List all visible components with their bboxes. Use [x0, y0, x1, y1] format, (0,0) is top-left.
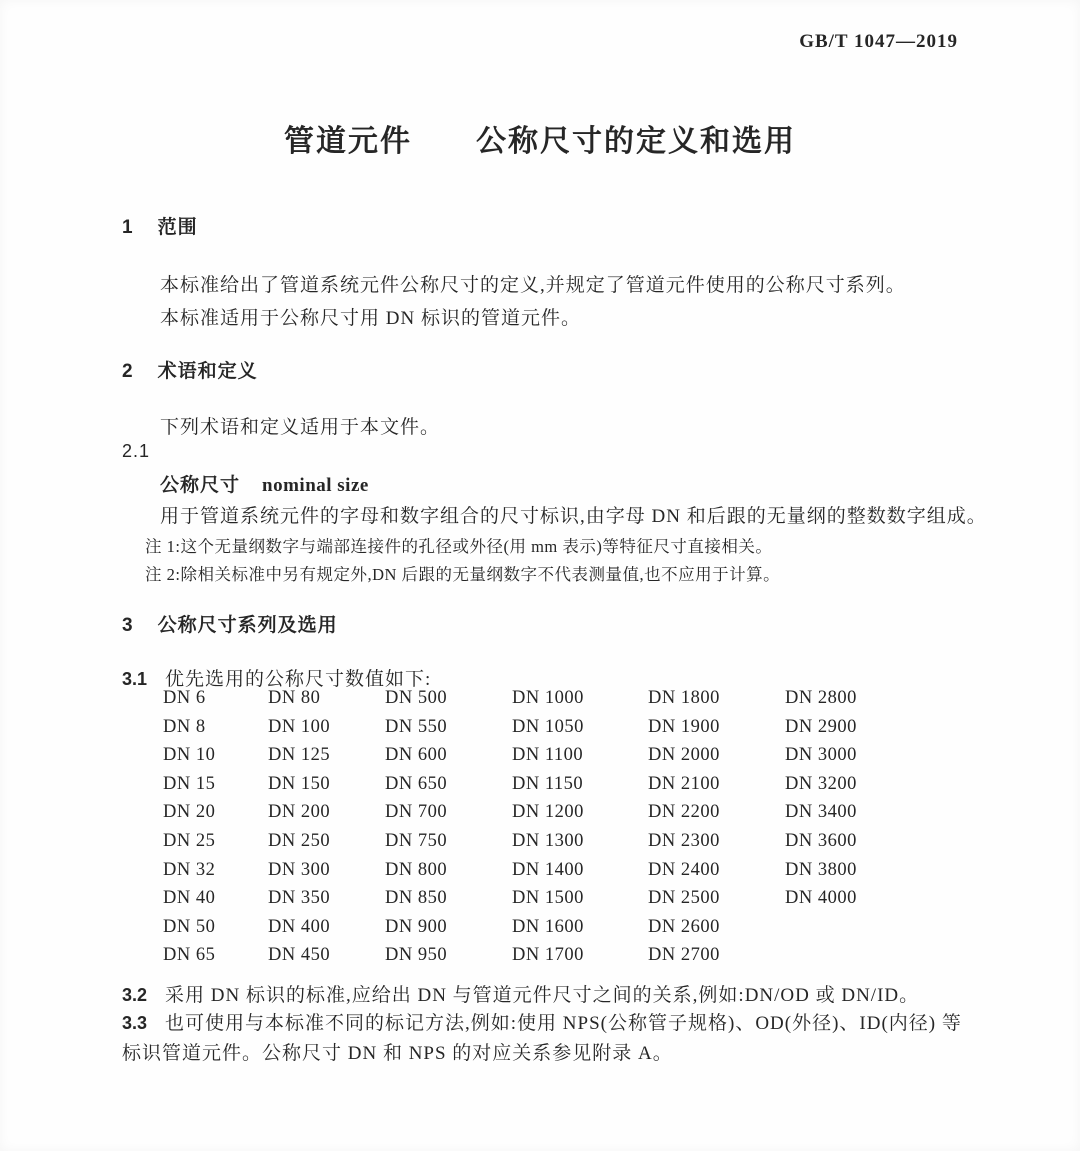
- dn-value: DN 900: [385, 916, 448, 937]
- clause-3-3: [122, 1008, 970, 1069]
- dn-value: DN 650: [385, 773, 448, 794]
- dn-value: DN 350: [268, 888, 331, 909]
- section-1-title: 范围: [157, 217, 198, 238]
- dn-value: DN 1200: [512, 802, 584, 823]
- clause-3-1-number: 3.1: [122, 669, 148, 689]
- dn-value: DN 1150: [512, 773, 584, 794]
- clause-3-1-text: 优先选用的公称尺寸数值如下:: [165, 669, 432, 690]
- dn-value: DN 10: [163, 745, 216, 766]
- dn-value: DN 950: [385, 945, 448, 966]
- dn-value: DN 1050: [512, 716, 584, 737]
- dn-value: DN 25: [163, 830, 216, 851]
- term-chinese: 公称尺寸: [160, 475, 241, 496]
- dn-value: DN 1800: [648, 688, 720, 708]
- clause-3-2-number: 3.2: [122, 985, 148, 1005]
- dn-value: DN 1600: [512, 916, 584, 937]
- dn-value: DN 800: [385, 859, 448, 880]
- clause-2-1-number: 2.1: [122, 441, 151, 461]
- clause-3-3-number: 3.3: [122, 1013, 148, 1033]
- dn-value: DN 8: [163, 716, 206, 737]
- dn-value: DN 4000: [785, 888, 857, 909]
- note-1: 注 1:这个无量纲数字与端部连接件的孔径或外径(用 mm 表示)等特征尺寸直接相关。: [145, 537, 773, 556]
- dn-value: DN 3200: [785, 773, 857, 794]
- section-3-title: 公称尺寸系列及选用: [157, 615, 338, 636]
- dn-value: DN 250: [268, 830, 331, 851]
- dn-value: DN 125: [268, 745, 331, 766]
- scope-paragraph-line-2: 本标准适用于公称尺寸用 DN 标识的管道元件。: [160, 308, 581, 329]
- dn-value: DN 500: [385, 688, 448, 708]
- dn-value: DN 1400: [512, 859, 584, 880]
- dn-value: DN 850: [385, 888, 448, 909]
- dn-value: DN 100: [268, 716, 331, 737]
- terms-intro: 下列术语和定义适用于本文件。: [160, 417, 441, 438]
- section-2-number: 2: [122, 361, 134, 382]
- section-1-number: 1: [122, 217, 134, 238]
- dn-size-table: [163, 688, 883, 974]
- dn-value: DN 6: [163, 688, 206, 708]
- dn-value: DN 150: [268, 773, 331, 794]
- document-title: 管道元件 公称尺寸的定义和选用: [284, 125, 796, 158]
- dn-value: DN 50: [163, 916, 216, 937]
- dn-value: DN 2900: [785, 716, 857, 737]
- dn-value: DN 32: [163, 859, 216, 880]
- dn-value: DN 550: [385, 716, 448, 737]
- dn-value: DN 1000: [512, 688, 584, 708]
- dn-value: DN 15: [163, 773, 216, 794]
- dn-value: DN 2600: [648, 916, 720, 937]
- dn-value: DN 2200: [648, 802, 720, 823]
- dn-value: DN 80: [268, 688, 321, 708]
- note-2: 注 2:除相关标准中另有规定外,DN 后跟的无量纲数字不代表测量值,也不应用于计算。: [145, 565, 781, 584]
- dn-value: DN 3400: [785, 802, 857, 823]
- dn-value: DN 3600: [785, 830, 857, 851]
- dn-value: DN 600: [385, 745, 448, 766]
- clause-3-3-text: 也可使用与本标准不同的标记方法,例如:使用 NPS(公称管子规格)、OD(外径)、ID(内径) 等标识管道元件。公称尺寸 DN 和 NPS 的对应关系参见附录 A。: [122, 1013, 962, 1064]
- term-english: nominal size: [262, 475, 369, 496]
- clause-3-2: [122, 980, 919, 1007]
- dn-value: DN 3800: [785, 859, 857, 880]
- dn-value: DN 40: [163, 888, 216, 909]
- dn-value: DN 2500: [648, 888, 720, 909]
- dn-value: DN 2000: [648, 745, 720, 766]
- dn-value: DN 400: [268, 916, 331, 937]
- standard-code: GB/T 1047—2019: [799, 31, 958, 52]
- scope-paragraph-line-1: 本标准给出了管道系统元件公称尺寸的定义,并规定了管道元件使用的公称尺寸系列。: [160, 275, 906, 296]
- section-3-number: 3: [122, 615, 134, 636]
- section-2-title: 术语和定义: [157, 361, 258, 382]
- dn-value: DN 1900: [648, 716, 720, 737]
- clause-3-2-text: 采用 DN 标识的标准,应给出 DN 与管道元件尺寸之间的关系,例如:DN/OD 或 DN/ID。: [165, 985, 920, 1006]
- dn-value: DN 2800: [785, 688, 857, 708]
- dn-value: DN 300: [268, 859, 331, 880]
- dn-value: DN 1500: [512, 888, 584, 909]
- dn-value: DN 1100: [512, 745, 584, 766]
- section-3-heading: [122, 610, 338, 637]
- dn-value: DN 700: [385, 802, 448, 823]
- dn-value: DN 2300: [648, 830, 720, 851]
- dn-value: DN 750: [385, 830, 448, 851]
- section-2-heading: [122, 356, 258, 383]
- dn-value: DN 3000: [785, 745, 857, 766]
- clause-3-1: [122, 664, 431, 691]
- dn-value: DN 200: [268, 802, 331, 823]
- dn-value: DN 65: [163, 945, 216, 966]
- dn-value: DN 1300: [512, 830, 584, 851]
- term-entry: [160, 470, 369, 497]
- dn-value: [785, 945, 883, 974]
- dn-value: DN 1700: [512, 945, 584, 966]
- dn-value: DN 2400: [648, 859, 720, 880]
- section-1-heading: [122, 212, 198, 239]
- term-definition: 用于管道系统元件的字母和数字组合的尺寸标识,由字母 DN 和后跟的无量纲的整数数字组成。: [160, 506, 987, 527]
- dn-value: DN 2700: [648, 945, 720, 966]
- dn-value: DN 2100: [648, 773, 720, 794]
- dn-value: DN 20: [163, 802, 216, 823]
- dn-value: [785, 917, 883, 946]
- dn-value: DN 450: [268, 945, 331, 966]
